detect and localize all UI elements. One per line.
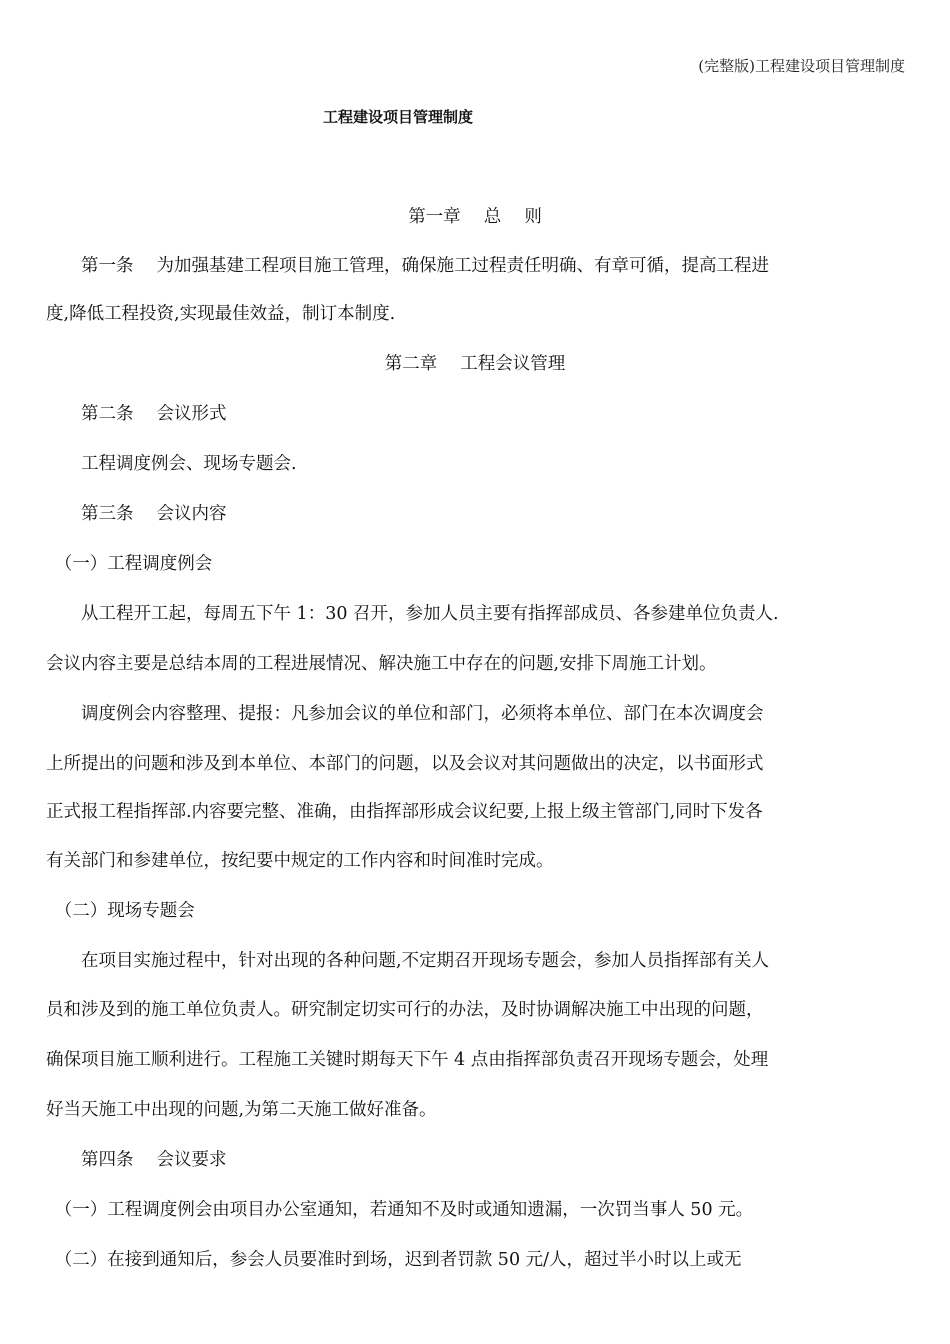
chapter-2-heading: 第二章 工程会议管理 <box>384 354 566 374</box>
article-1-line-2: 度,降低工程投资,实现最佳效益，制订本制度. <box>46 304 396 324</box>
article-2-text: 工程调度例会、现场专题会. <box>46 454 297 474</box>
section-1-para-1-line-2: 会议内容主要是总结本周的工程进展情况、解决施工中存在的问题,安排下周施工计划。 <box>46 654 717 674</box>
section-2-para-line-1: 在项目实施过程中，针对出现的各种问题,不定期召开现场专题会，参加人员指挥部有关人 <box>46 951 770 971</box>
section-1-para-2-line-2: 上所提出的问题和涉及到本单位、本部门的问题，以及会议对其问题做出的决定，以书面形式 <box>46 754 764 774</box>
section-1-para-2-line-1: 调度例会内容整理、提报：凡参加会议的单位和部门，必须将本单位、部门在本次调度会 <box>46 704 764 724</box>
requirement-1-line: （一）工程调度例会由项目办公室通知，若通知不及时或通知遗漏，一次罚当事人 50 元。 <box>46 1200 754 1220</box>
section-2-para-line-3: 确保项目施工顺利进行。工程施工关键时期每天下午 4 点由指挥部负责召开现场专题会，处理 <box>46 1050 769 1070</box>
section-2-para-line-2: 员和涉及到的施工单位负责人。研究制定切实可行的办法，及时协调解决施工中出现的问题， <box>46 1000 764 1020</box>
section-2-heading: （二）现场专题会 <box>46 901 195 921</box>
article-1-line-1: 第一条 为加强基建工程项目施工管理，确保施工过程责任明确、有章可循，提高工程进 <box>46 256 770 276</box>
article-2-heading: 第二条 会议形式 <box>46 404 227 424</box>
requirement-2-line: （二）在接到通知后，参会人员要准时到场，迟到者罚款 50 元/人，超过半小时以上或无 <box>46 1250 742 1270</box>
section-2-para-line-4: 好当天施工中出现的问题,为第二天施工做好准备。 <box>46 1100 437 1120</box>
section-1-para-2-line-3: 正式报工程指挥部.内容要完整、准确，由指挥部形成会议纪要,上报上级主管部门,同时下发各 <box>46 802 763 822</box>
document-title: 工程建设项目管理制度 <box>323 108 474 126</box>
page-header: (完整版)工程建设项目管理制度 <box>698 57 905 75</box>
chapter-1-heading: 第一章 总 则 <box>408 207 542 227</box>
section-1-heading: （一）工程调度例会 <box>46 554 213 574</box>
section-1-para-1-line-1: 从工程开工起，每周五下午 1：30 召开，参加人员主要有指挥部成员、各参建单位负责人. <box>46 604 779 624</box>
article-3-heading: 第三条 会议内容 <box>46 504 227 524</box>
article-4-heading: 第四条 会议要求 <box>46 1150 227 1170</box>
section-1-para-2-line-4: 有关部门和参建单位，按纪要中规定的工作内容和时间准时完成。 <box>46 851 554 871</box>
